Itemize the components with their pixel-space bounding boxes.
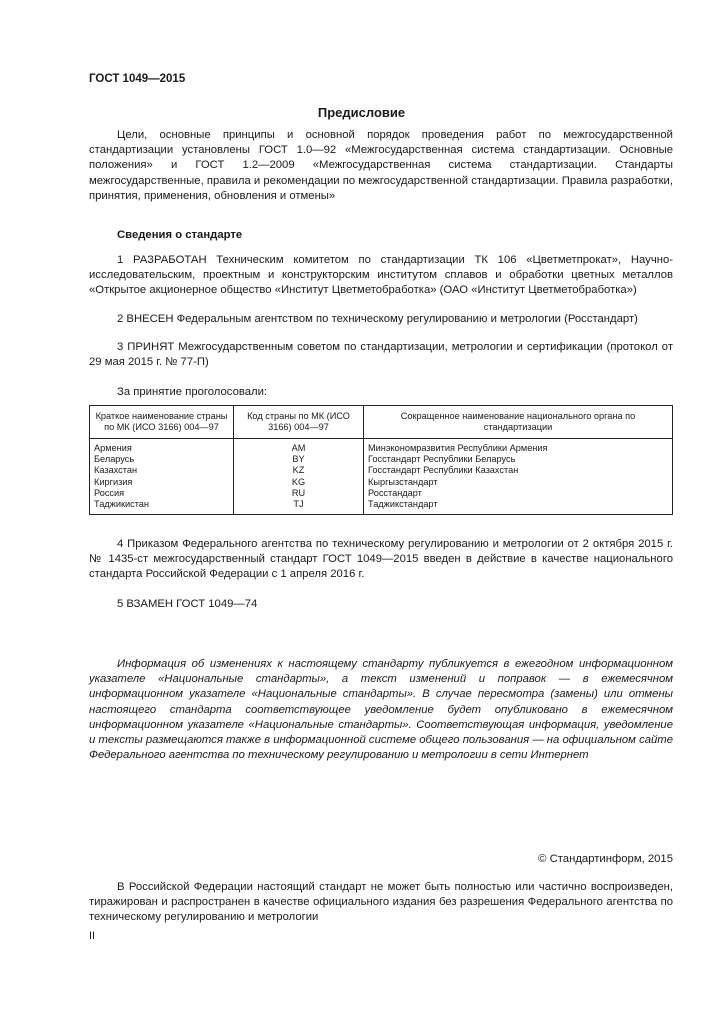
code-cell: BY — [234, 454, 364, 465]
country-cell: Беларусь — [90, 454, 234, 465]
body-cell: Госстандарт Республики Беларусь — [364, 454, 673, 465]
table-row — [90, 477, 673, 488]
table-row — [90, 488, 673, 499]
item-adopted: 3 ПРИНЯТ Межгосударственным советом по стандартизации, метрологии и сертификации (протокол от 29 мая 2015 г. № 77-П) — [89, 341, 673, 369]
body-cell: Минэкономразвития Республики Армения — [364, 439, 673, 455]
country-cell: Киргизия — [90, 477, 234, 488]
intro-paragraph: Цели, основные принципы и основной порядок проведения работ по межгосударственной стандартизации установлены ГОСТ 1.0—92 «Межгосударственная система стандартизации. Основные положения» и ГОСТ 1.2—2009 «Межгосударственная система стандартизации. Стандарты межгосударственные, правила и рекомендации по межгосударственной стандартизации. Правила разработки, принятия, применения, обновления и отмены» — [89, 129, 673, 202]
reproduction-notice: В Российской Федерации настоящий стандарт не может быть полностью или частично воспроизведен, тиражирован и распространен в качестве официального издания без разрешения Федерального агентства по техническому регулированию и метрологии — [89, 881, 673, 924]
column-header-body: Сокращенное наименование национального органа по стандартизации — [364, 406, 673, 439]
section-subheading: Сведения о стандарте — [117, 229, 243, 241]
country-cell: Казахстан — [90, 465, 234, 476]
code-cell: TJ — [234, 499, 364, 515]
voted-label: За принятие проголосовали: — [117, 386, 268, 398]
country-cell: Россия — [90, 488, 234, 499]
table-row — [90, 465, 673, 476]
item-enacted: 4 Приказом Федерального агентства по техническому регулированию и метрологии от 2 октября 2015 г. № 1435-ст межгосударственный стандарт ГОСТ 1049—2015 введен в действие в качестве национального стандарта Российской Федерации с 1 апреля 2016 г. — [89, 538, 673, 581]
code-cell: KG — [234, 477, 364, 488]
item-introduced: 2 ВНЕСЕН Федеральным агентством по техническому регулированию и метрологии (Росстандарт) — [117, 313, 638, 325]
table-row — [90, 454, 673, 465]
body-cell: Кыргызстандарт — [364, 477, 673, 488]
country-cell: Армения — [90, 439, 234, 455]
body-cell: Росстандарт — [364, 488, 673, 499]
code-cell: KZ — [234, 465, 364, 476]
table-row — [90, 439, 673, 455]
code-cell: RU — [234, 488, 364, 499]
standard-header: ГОСТ 1049—2015 — [89, 73, 186, 85]
column-header-country: Краткое наименование страны по МК (ИСО 3166) 004—97 — [90, 406, 234, 439]
item-replaces: 5 ВЗАМЕН ГОСТ 1049—74 — [117, 598, 258, 610]
body-cell: Таджикстандарт — [364, 499, 673, 515]
body-cell: Госстандарт Республики Казахстан — [364, 465, 673, 476]
table-row — [90, 499, 673, 515]
voting-table — [89, 405, 673, 515]
column-header-code: Код страны по МК (ИСО 3166) 004—97 — [234, 406, 364, 439]
code-cell: AM — [234, 439, 364, 455]
item-developed: 1 РАЗРАБОТАН Техническим комитетом по стандартизации ТК 106 «Цветметпрокат», Научно-исследовательским, проектным и конструкторским институтом сплавов и обработки цветных металлов «Открытое акционерное общество «Институт Цветметобработка» (ОАО «Институт Цветметобработка») — [89, 254, 673, 297]
country-cell: Таджикистан — [90, 499, 234, 515]
page-number: II — [89, 930, 96, 942]
page-title: Предисловие — [317, 105, 406, 120]
info-notice: Информация об изменениях к настоящему стандарту публикуется в ежегодном информационном указателе «Национальные стандарты», а текст изменений и поправок — в ежемесячном информационном указателе «Национальные стандарты». В случае пересмотра (замены) или отмены настоящего стандарта соответствующее уведомление будет опубликовано в ежемесячном информационном указателе «Национальные стандарты». Соответствующая информация, уведомление и тексты размещаются также в информационной системе общего пользования — на официальном сайте Федерального агентства по техническому регулированию и метрологии в сети Интернет — [89, 658, 673, 762]
table-header-row — [90, 406, 673, 439]
copyright: © Стандартинформ, 2015 — [538, 853, 673, 865]
